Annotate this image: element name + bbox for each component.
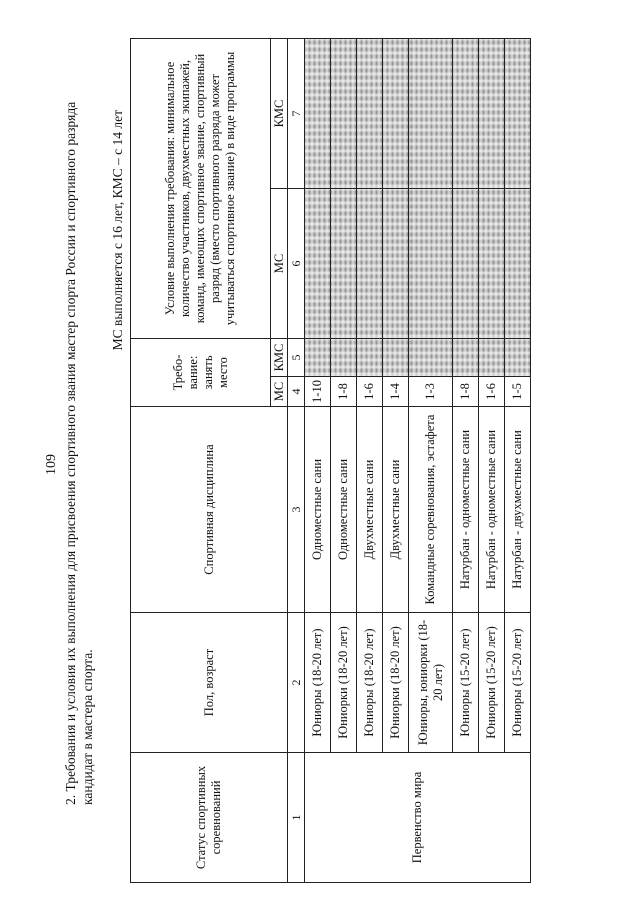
ms-place-cell: 1-10	[305, 377, 331, 407]
gender-age-cell: Юниоры (15-20 лет)	[453, 613, 479, 753]
cond-ms-cell	[305, 189, 331, 339]
column-number: 4	[288, 377, 305, 407]
ms-place-cell: 1-3	[409, 377, 453, 407]
gender-age-cell: Юниорки (15-20 лет)	[479, 613, 505, 753]
cond-kms-cell	[357, 39, 383, 189]
discipline-cell: Натурбан - одноместные сани	[479, 407, 505, 613]
cond-kms-cell	[305, 39, 331, 189]
kms-place-cell	[305, 339, 331, 377]
header-condition: Условие выполнения требования: минимальное количество участников, двухместных экипажей, команд, имеющих спортивное звание, спортивный разряд (вместо спортивного разряда может учитываться спортивное звание) в виде программы	[131, 39, 271, 339]
cond-kms-cell	[383, 39, 409, 189]
kms-place-cell	[383, 339, 409, 377]
gender-age-cell: Юниоры, юниорки (18-20 лет)	[409, 613, 453, 753]
column-number: 2	[288, 613, 305, 753]
header-ms: МС	[271, 377, 288, 407]
ms-place-cell: 1-4	[383, 377, 409, 407]
header-cond-kms: КМС	[271, 39, 288, 189]
ms-place-cell: 1-6	[357, 377, 383, 407]
cond-kms-cell	[505, 39, 531, 189]
header-gender-age: Пол, возраст	[131, 613, 288, 753]
cond-kms-cell	[479, 39, 505, 189]
discipline-cell: Натурбан - двухместные сани	[505, 407, 531, 613]
page-number: 109	[44, 454, 59, 475]
discipline-cell: Командные соревнования, эстафета	[409, 407, 453, 613]
kms-place-cell	[505, 339, 531, 377]
gender-age-cell: Юниорки (18-20 лет)	[331, 613, 357, 753]
ms-place-cell: 1-5	[505, 377, 531, 407]
ms-place-cell: 1-8	[331, 377, 357, 407]
header-discipline: Спортивная дисциплина	[131, 407, 288, 613]
cond-ms-cell	[479, 189, 505, 339]
discipline-cell: Двухместные сани	[383, 407, 409, 613]
gender-age-cell: Юниоры (18-20 лет)	[305, 613, 331, 753]
gender-age-cell: Юниорки (18-20 лет)	[383, 613, 409, 753]
column-number: 7	[288, 39, 305, 189]
kms-place-cell	[409, 339, 453, 377]
header-kms: КМС	[271, 339, 288, 377]
ms-place-cell: 1-6	[479, 377, 505, 407]
status-cell: Первенство мира	[305, 753, 531, 883]
table-row	[305, 39, 331, 883]
cond-kms-cell	[453, 39, 479, 189]
requirements-table	[130, 38, 531, 883]
kms-place-cell	[453, 339, 479, 377]
gender-age-cell: Юниоры (18-20 лет)	[357, 613, 383, 753]
cond-kms-cell	[331, 39, 357, 189]
ms-place-cell: 1-8	[453, 377, 479, 407]
cond-ms-cell	[383, 189, 409, 339]
cond-ms-cell	[357, 189, 383, 339]
kms-place-cell	[331, 339, 357, 377]
cond-ms-cell	[453, 189, 479, 339]
kms-place-cell	[479, 339, 505, 377]
column-number: 1	[288, 753, 305, 883]
cond-ms-cell	[505, 189, 531, 339]
column-number: 5	[288, 339, 305, 377]
gender-age-cell: Юниоры (15-20 лет)	[505, 613, 531, 753]
section-heading: 2. Требования и условия их выполнения для присвоения спортивного звания мастер спорта России и спортивного разряда кандидат в мастера спорта.	[63, 101, 95, 805]
discipline-cell: Натурбан - одноместные сани	[453, 407, 479, 613]
column-number: 6	[288, 189, 305, 339]
header-requirement: Требо- вание: занять место	[131, 339, 271, 407]
header-cond-ms: МС	[271, 189, 288, 339]
age-note: МС выполняется с 16 лет, КМС – с 14 лет	[110, 110, 125, 351]
discipline-cell: Двухместные сани	[357, 407, 383, 613]
header-status: Статус спортивных соревнований	[131, 753, 288, 883]
discipline-cell: Одноместные сани	[305, 407, 331, 613]
cond-kms-cell	[409, 39, 453, 189]
column-number: 3	[288, 407, 305, 613]
kms-place-cell	[357, 339, 383, 377]
cond-ms-cell	[409, 189, 453, 339]
discipline-cell: Одноместные сани	[331, 407, 357, 613]
cond-ms-cell	[331, 189, 357, 339]
